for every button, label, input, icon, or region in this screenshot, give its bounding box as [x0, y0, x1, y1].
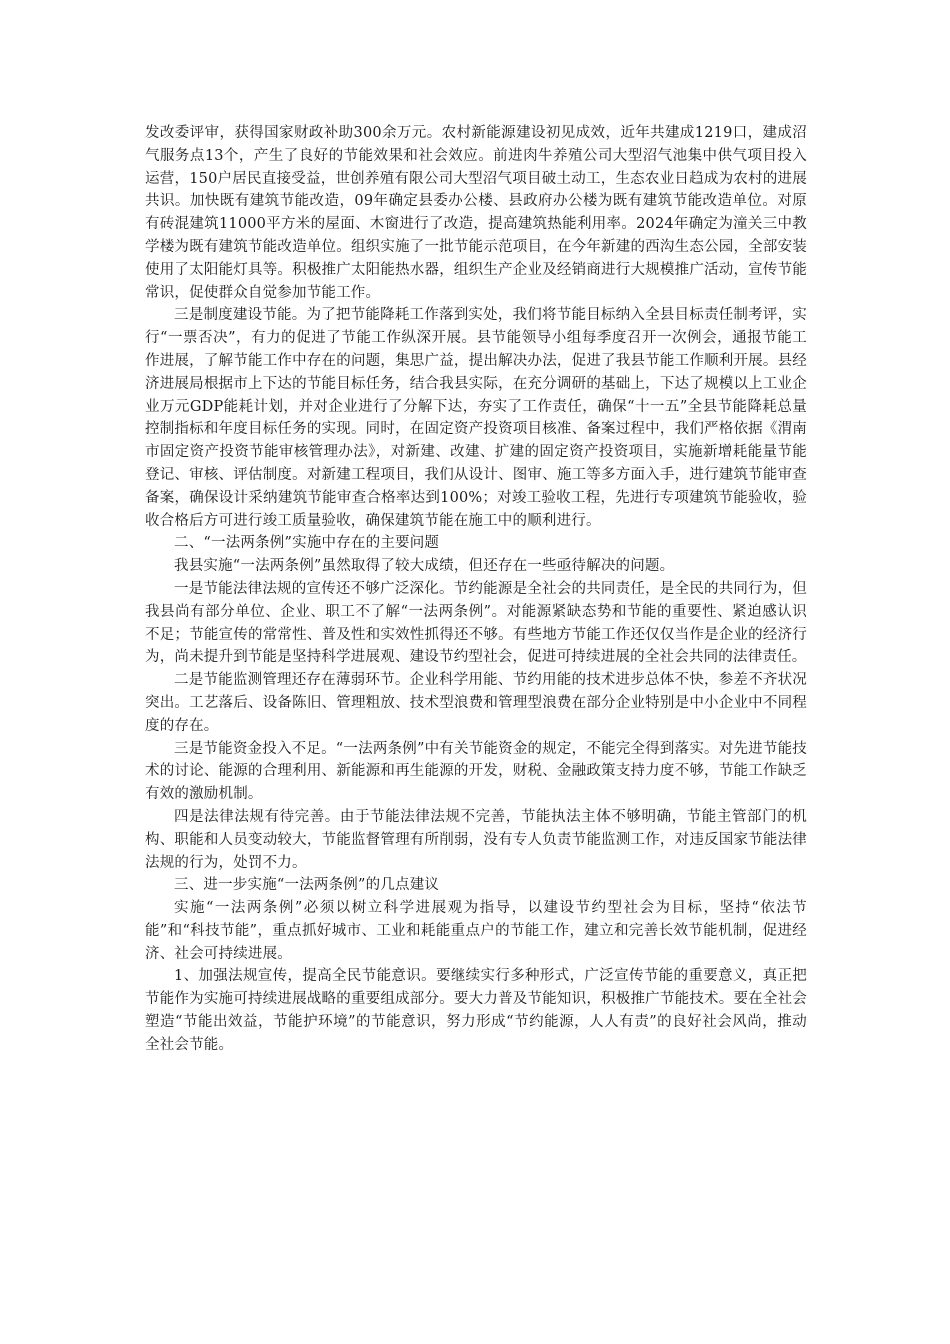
- paragraph-problem-2: 二是节能监测管理还存在薄弱环节。企业科学用能、节约用能的技术进步总体不快，参差不齐状况突出。工艺落后、设备陈旧、管理粗放、技术型浪费和管理型浪费在部分企业特别是中小企业中不同程度的存在。: [145, 672, 807, 734]
- section-heading-2: 二、“一法两条例”实施中存在的主要问题: [174, 535, 440, 552]
- paragraph-suggestions-intro: 实施“一法两条例”必须以树立科学进展观为指导，以建设节约型社会为目标，坚持“依法节能”和“科技节能”，重点抓好城市、工业和耗能重点户的节能工作，建立和完善长效节能机制，促进经济、社会可持续进展。: [145, 900, 807, 962]
- document-body: [145, 122, 807, 1057]
- paragraph-continuation: 发改委评审，获得国家财政补助300余万元。农村新能源建设初见成效，近年共建成1219口，建成沼气服务点13个，产生了良好的节能效果和社会效应。前进肉牛养殖公司大型沼气池集中供气项目投入运营，150户居民直接受益，世创养殖有限公司大型沼气项目破土动工，生态农业日趋成为农村的进展共识。加快既有建筑节能改造，09年确定县委办公楼、县政府办公楼为既有建筑节能改造单位。对原有砖混建筑11000平方米的屋面、木窗进行了改造，提高建筑热能利用率。2024年确定为潼关三中教学楼为既有建筑节能改造单位。组织实施了一批节能示范项目，在今年新建的西沟生态公园，全部安装使用了太阳能灯具等。积极推广太阳能热水器，组织生产企业及经销商进行大规模推广活动，宣传节能常识，促使群众自觉参加节能工作。: [145, 125, 807, 301]
- paragraph-problem-4: 四是法律法规有待完善。由于节能法律法规不完善，节能执法主体不够明确，节能主管部门的机构、职能和人员变动较大，节能监督管理有所削弱，没有专人负责节能监测工作，对违反国家节能法律法规的行为，处罚不力。: [145, 808, 807, 871]
- paragraph-system-building: 三是制度建设节能。为了把节能降耗工作落到实处，我们将节能目标纳入全县目标责任制考评，实行“一票否决”，有力的促进了节能工作纵深开展。县节能领导小组每季度召开一次例会，通报节能工作进展，了解节能工作中存在的问题，集思广益，提出解决办法，促进了我县节能工作顺利开展。县经济进展局根据市上下达的节能目标任务，结合我县实际，在充分调研的基础上，下达了规模以上工业企业万元GDP能耗计划，并对企业进行了分解下达，夯实了工作责任，确保“十一五”全县节能降耗总量控制指标和年度目标任务的实现。同时，在固定资产投资项目核准、备案过程中，我们严格依据《渭南市固定资产投资节能审核管理办法》，对新建、改建、扩建的固定资产投资项目，实施新增耗能量节能登记、审核、评估制度。对新建工程项目，我们从设计、图审、施工等多方面入手，进行建筑节能审查备案，确保设计采纳建筑节能审查合格率达到100%；对竣工验收工程，先进行专项建筑节能验收，验收合格后方可进行竣工质量验收，确保建筑节能在施工中的顺利进行。: [145, 307, 807, 529]
- paragraph-problem-3: 三是节能资金投入不足。“一法两条例”中有关节能资金的规定，不能完全得到落实。对先进节能技术的讨论、能源的合理利用、新能源和再生能源的开发，财税、金融政策支持力度不够，节能工作缺乏有效的激励机制。: [145, 740, 807, 803]
- section-heading-3: 三、进一步实施“一法两条例”的几点建议: [174, 877, 440, 894]
- paragraph-suggestion-1: 1、加强法规宣传，提高全民节能意识。要继续实行多种形式，广泛宣传节能的重要意义，真正把节能作为实施可持续进展战略的重要组成部分。要大力普及节能知识，积极推广节能技术。要在全社会塑造“节能出效益，节能护环境”的节能意识，努力形成“节约能源，人人有责”的良好社会风尚，推动全社会节能。: [145, 968, 807, 1053]
- paragraph-problem-1: 一是节能法律法规的宣传还不够广泛深化。节约能源是全社会的共同责任，是全民的共同行为，但我县尚有部分单位、企业、职工不了解“一法两条例”。对能源紧缺态势和节能的重要性、紧迫感认识不足；节能宣传的常常性、普及性和实效性抓得还不够。有些地方节能工作还仅仅当作是企业的经济行为，尚未提升到节能是坚持科学进展观、建设节约型社会，促进可持续进展的全社会共同的法律责任。: [145, 580, 807, 666]
- paragraph-intro-problems: 我县实施“一法两条例”虽然取得了较大成绩，但还存在一些亟待解决的问题。: [174, 558, 675, 575]
